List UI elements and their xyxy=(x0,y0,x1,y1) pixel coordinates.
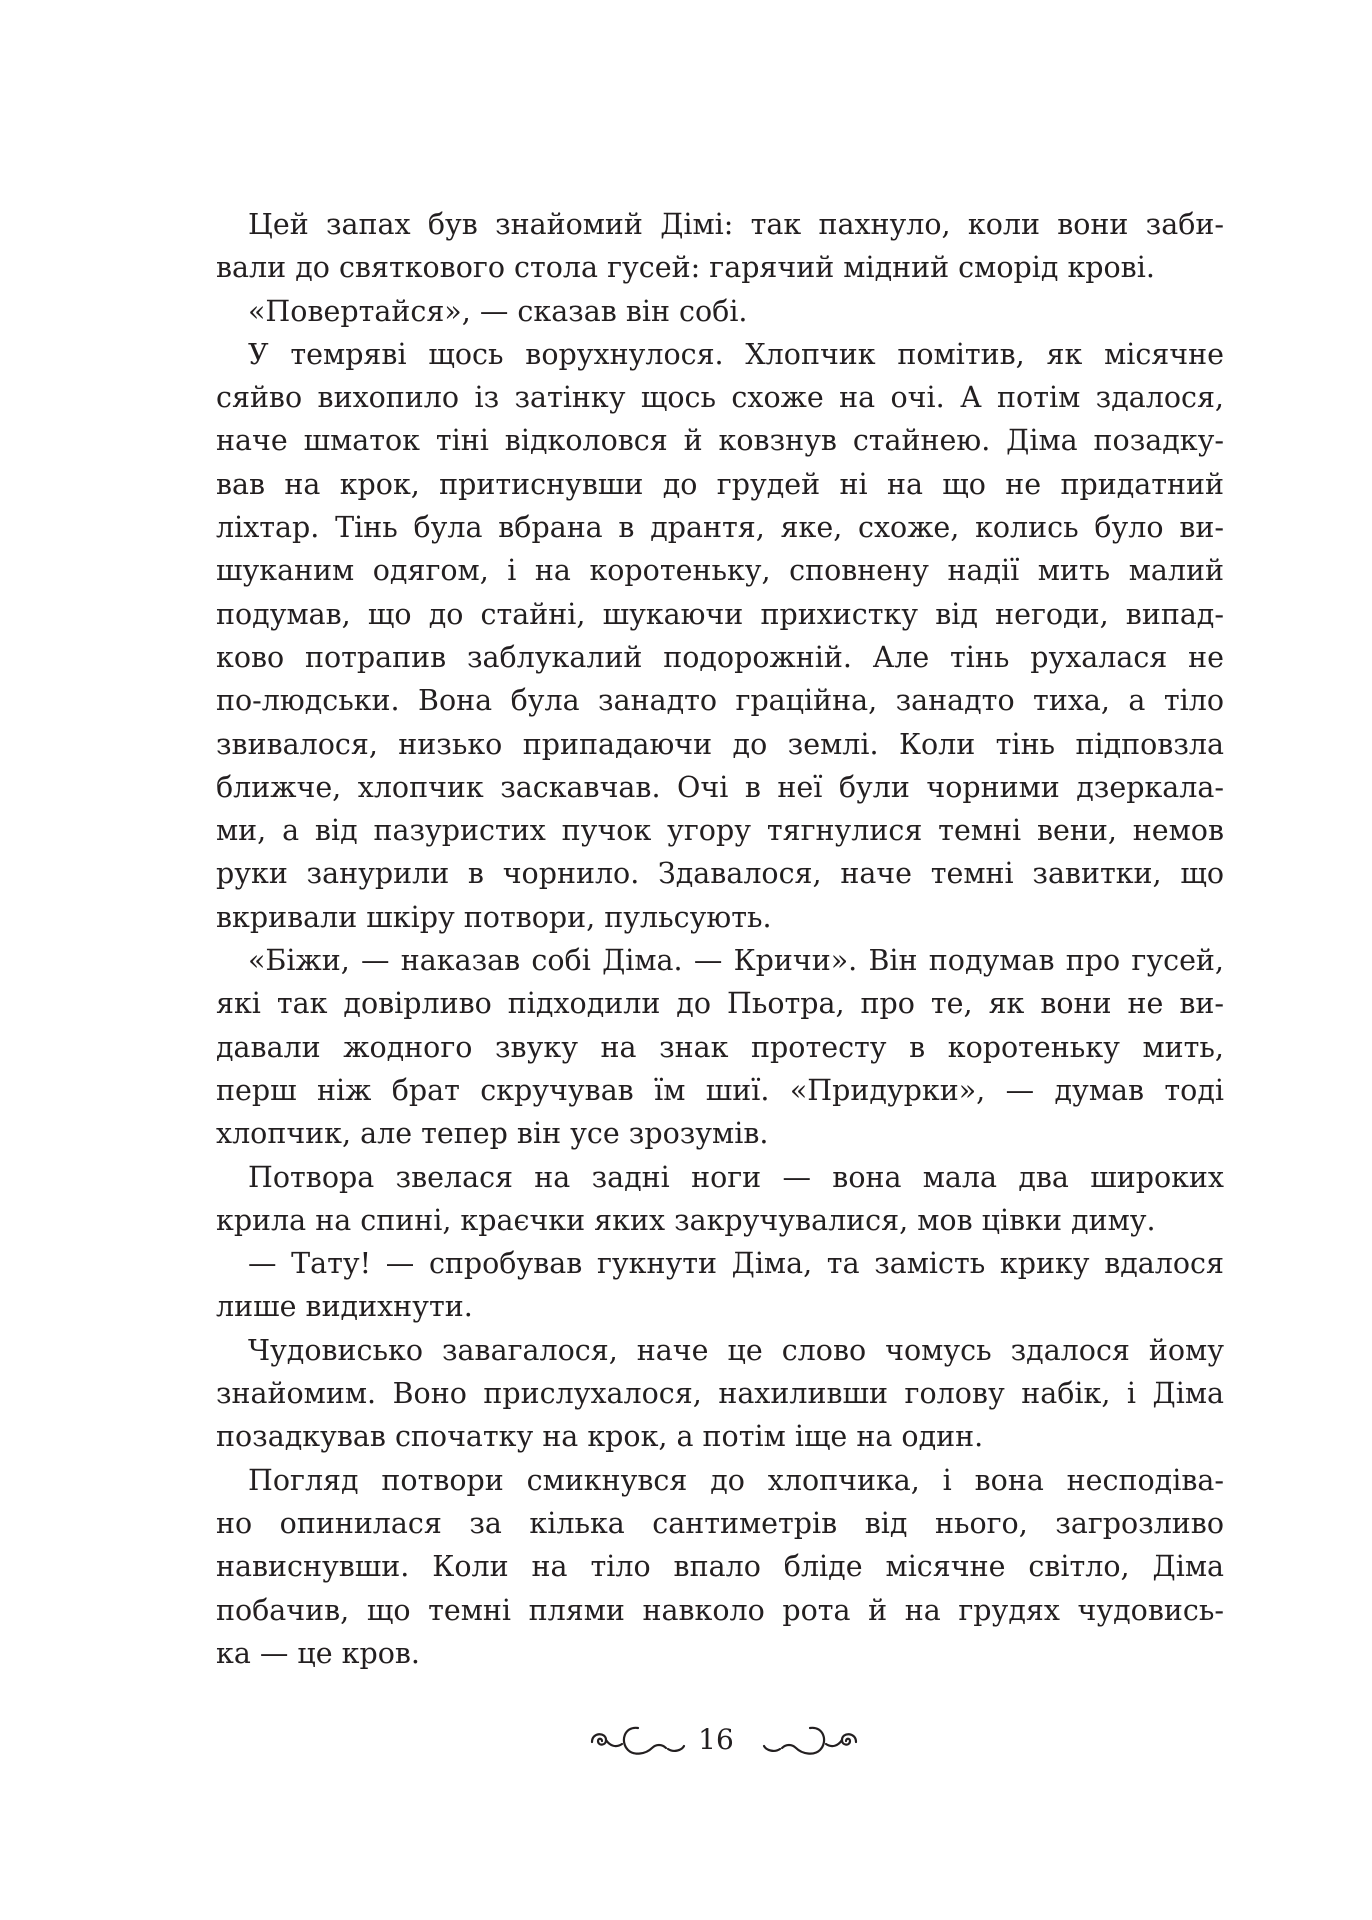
text-line: лише видихнути. xyxy=(216,1290,473,1324)
swirl-ornament-icon xyxy=(752,1718,862,1762)
text-line: наче шматок тіні відколовся й ковзнув стайнею. Діма позадку- xyxy=(216,424,1224,458)
text-line: побачив, що темні плями навколо рота й на грудях чудовись- xyxy=(216,1593,1224,1627)
text-line: «Біжи, — наказав собі Діма. — Кричи». Він подумав про гусей, xyxy=(248,944,1224,978)
text-line: по-людськи. Вона була занадто граційна, занадто тиха, а тіло xyxy=(216,684,1224,718)
text-line: но опинилася за кілька сантиметрів від нього, загрозливо xyxy=(216,1506,1224,1540)
text-line: крила на спині, краєчки яких закручувалися, мов цівки диму. xyxy=(216,1203,1156,1237)
text-line: перш ніж брат скручував їм шиї. «Придурки», — думав тоді xyxy=(216,1073,1224,1107)
text-line: сяйво вихопило із затінку щось схоже на очі. А потім здалося, xyxy=(216,381,1224,415)
text-line: Погляд потвори смикнувся до хлопчика, і вона несподіва- xyxy=(248,1463,1224,1497)
text-line: ми, а від пазуристих пучок угору тягнулися темні вени, немов xyxy=(216,814,1224,848)
text-line: вкривали шкіру потвори, пульсують. xyxy=(216,900,772,934)
text-line: вав на крок, притиснувши до грудей ні на що не придатний xyxy=(216,467,1224,501)
text-line: Потвора звелася на задні ноги — вона мала два широких xyxy=(248,1160,1224,1194)
text-line: знайомим. Воно прислухалося, нахиливши голову набік, і Діма xyxy=(216,1377,1224,1411)
swirl-ornament-icon xyxy=(586,1718,696,1762)
text-line: подумав, що до стайні, шукаючи прихистку від негоди, випад- xyxy=(216,597,1224,631)
text-line: хлопчик, але тепер він усе зрозумів. xyxy=(216,1117,769,1151)
text-line: Чудовисько завагалося, наче це слово чомусь здалося йому xyxy=(248,1333,1224,1367)
text-line: Цей запах був знайомий Дімі: так пахнуло, коли вони заби- xyxy=(248,208,1224,241)
text-line: шуканим одягом, і на коротеньку, сповнену надії мить малий xyxy=(216,554,1224,588)
text-line: — Тату! — спробував гукнути Діма, та замість крику вдалося xyxy=(248,1247,1224,1281)
page-number: 16 xyxy=(698,1723,734,1756)
text-line: нависнувши. Коли на тіло впало бліде місячне світло, Діма xyxy=(216,1550,1224,1584)
text-line: ближче, хлопчик заскавчав. Очі в неї були чорними дзеркала- xyxy=(216,770,1224,804)
text-line: ка — це кров. xyxy=(216,1636,420,1670)
text-line: звивалося, низько припадаючи до землі. Коли тінь підповзла xyxy=(216,727,1224,761)
text-line: позадкував спочатку на крок, а потім іще на один. xyxy=(216,1420,984,1454)
text-line: руки занурили в чорнило. Здавалося, наче темні завитки, що xyxy=(216,857,1224,891)
page-footer xyxy=(0,1712,1372,1772)
body-text xyxy=(216,203,1224,1675)
text-line: давали жодного звуку на знак протесту в коротеньку мить, xyxy=(216,1030,1224,1064)
text-line: які так довірливо підходили до Пьотра, про те, як вони не ви- xyxy=(216,987,1224,1021)
text-line: У темряві щось ворухнулося. Хлопчик помітив, як місячне xyxy=(248,337,1224,371)
text-line: вали до святкового стола гусей: гарячий мідний сморід крові. xyxy=(216,251,1155,285)
text-line: ліхтар. Тінь була вбрана в дрантя, яке, схоже, колись було ви- xyxy=(216,511,1224,545)
text-line: ково потрапив заблукалий подорожній. Але тінь рухалася не xyxy=(216,640,1224,674)
text-line: «Повертайся», — сказав він собі. xyxy=(248,294,748,328)
